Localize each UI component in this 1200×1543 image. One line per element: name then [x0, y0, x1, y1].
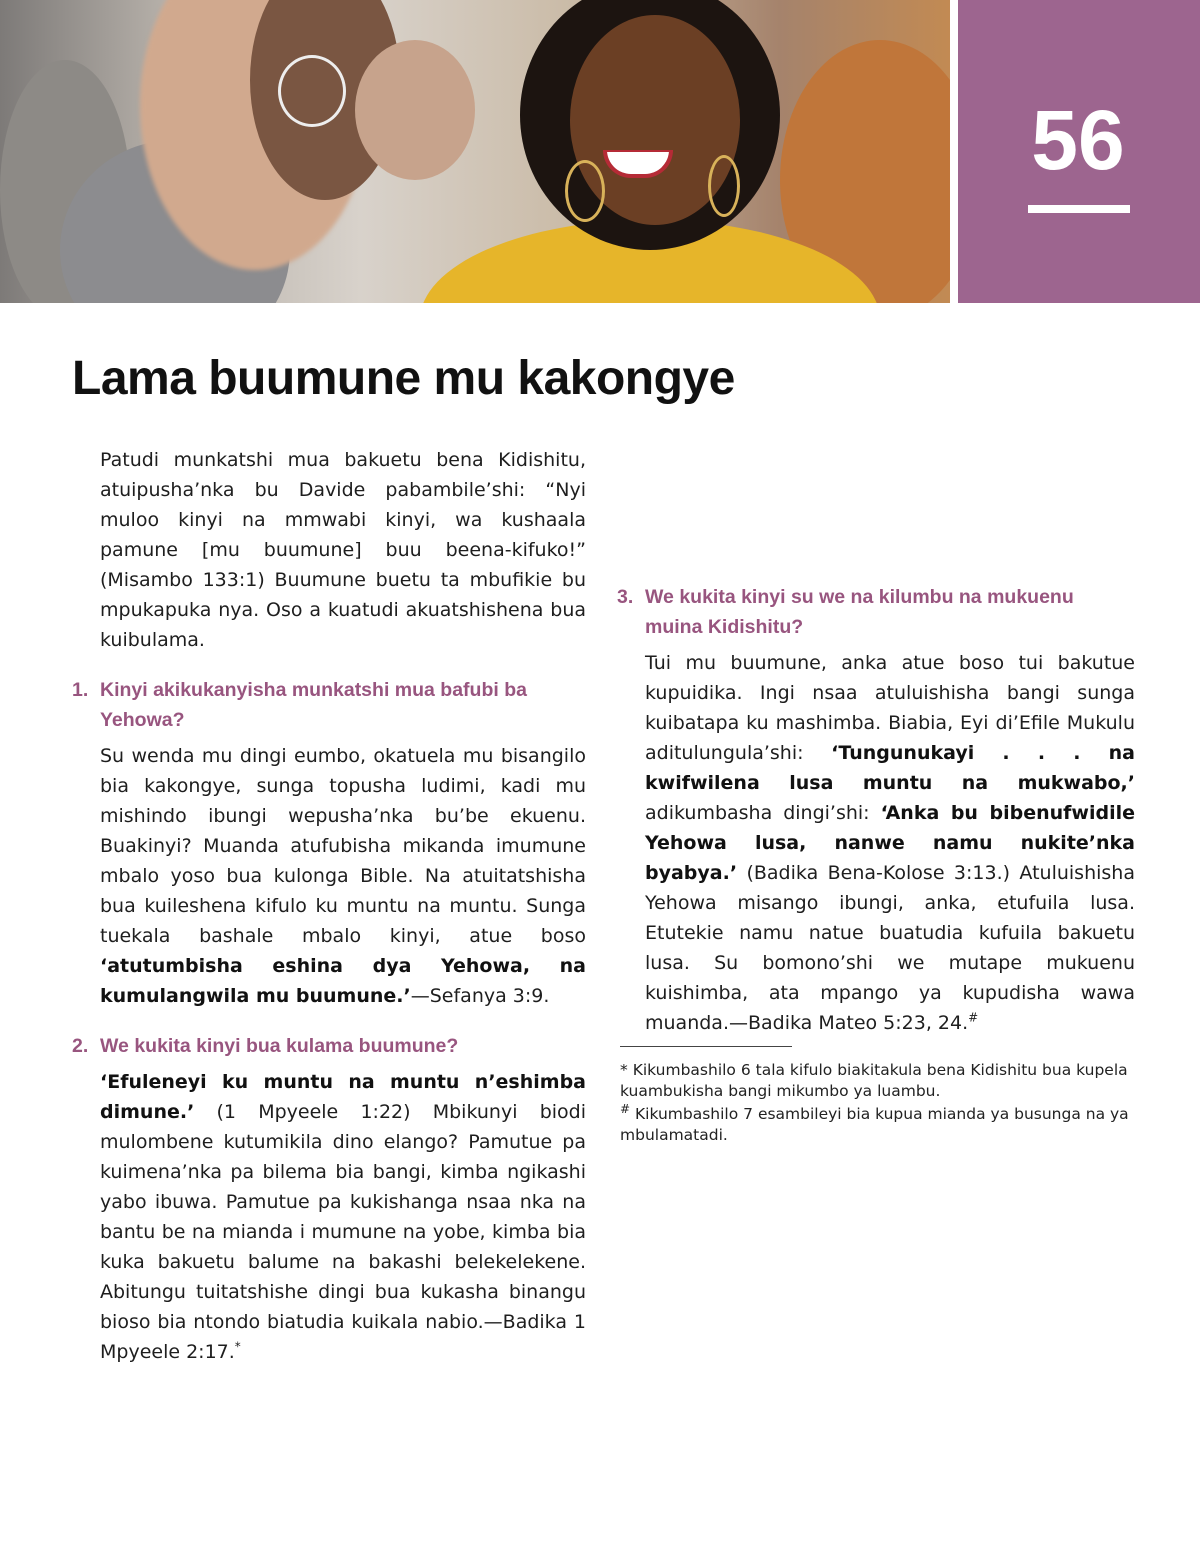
answer-2: ‘Efuleneyi ku muntu na muntu n’eshimba dimune.’ (1 Mpyeele 1:22) Mbikunyi biodi mulombene kutumikila dino elango? Pamutue pa kuimena’nka pa bilema bia bangi, kimba ngikashi yabo ibuwa. Pamutue pa kukishanga nsaa nka na bantu be na mianda i mumune na yobe, kimba bia kuka bakuetu balume na bakashi belekelekene. Abitungu tuitatshishe dingi bua kukasha binangu bioso bia ntondo biatudia kuikala nabio.—Badika 1 Mpyeele 2:17.* — [100, 1071, 586, 1363]
left-column — [72, 445, 586, 1367]
footnote-divider — [620, 1046, 792, 1047]
answer-1: Su wenda mu dingi eumbo, okatuela mu bisangilo bia kakongye, sunga topusha ludimi, kadi mu mishindo ibungi wepusha’nka bu’be ekuenu. Buakinyi? Muanda atufubisha mikanda imumune mbalo yoso bua kulonga Bible. Na atuitatshisha bua kuileshena kifulo ku muntu na muntu. Sunga tuekala bashale mbalo kinyi, atue boso ‘atutumbisha eshina dya Yehowa, na kumulangwila mu buumune.’—Sefanya 3:9. — [100, 745, 586, 1007]
chapter-number: 56 — [1031, 93, 1125, 187]
chapter-tab — [958, 0, 1200, 303]
page-title: Lama buumune mu kakongye — [72, 352, 735, 405]
question-2: 2. We kukita kinyi bua kulama buumune? — [72, 1035, 459, 1057]
right-column — [617, 582, 1135, 1038]
answer-3: Tui mu buumune, anka atue boso tui bakutue kupuidika. Ingi nsaa atuluishisha bangi sunga kuibatapa ku mashimba. Biabia, Eyi di’Efile Mukulu aditulungula’shi: ‘Tungunukayi . . . na kwifwilena lusa muntu na mukwabo,’ adikumbasha dingi’shi: ‘Anka bu bibenufwidile Yehowa lusa, nanwe namu nukite’nka byabya.’ (Badika Bena-Kolose 3:13.) Atuluishisha Yehowa misango ibungi, anka, etufuila lusa. Etutekie namu natue buatudia kufuila bakuetu lusa. Su bomono’shi we mutape mukuenu kuishimba, ata mpango ya kupudisha wawa muanda.—Badika Mateo 5:23, 24.# — [645, 652, 1135, 1034]
question-3: 3. We kukita kinyi su we na kilumbu na mukuenu muina Kidishitu? — [617, 586, 1074, 638]
footnote-2: # Kikumbashilo 7 esambileyi bia kupua mianda ya busunga na ya mbulamatadi. — [620, 1101, 1129, 1144]
footnote-ref: # — [968, 1010, 979, 1025]
chapter-underline — [1028, 205, 1130, 213]
question-1: 1. Kinyi akikukanyisha munkatshi mua bafubi ba Yehowa? — [72, 679, 527, 731]
photo-shape — [565, 160, 605, 222]
header-photo — [0, 0, 950, 303]
photo-shape — [355, 40, 475, 180]
photo-shape — [278, 55, 346, 127]
photo-shape — [708, 155, 740, 217]
footnote-1: * Kikumbashilo 6 tala kifulo biakitakula bena Kidishitu bua kupela kuambukisha bangi mikumbo ya luambu. — [620, 1061, 1128, 1100]
footnote-ref: * — [234, 1339, 241, 1354]
intro-paragraph: Patudi munkatshi mua bakuetu bena Kidishitu, atuipusha’nka bu Davide pabambile’shi: “Nyi muloo kinyi na mmwabi kinyi, wa kushaala pamune [mu buumune] buu beena-kifuko!” (Misambo 133:1) Buumune buetu ta mbufikie bu mpukapuka nya. Oso a kuatudi akuatshishena bua kuibulama. — [100, 449, 586, 651]
